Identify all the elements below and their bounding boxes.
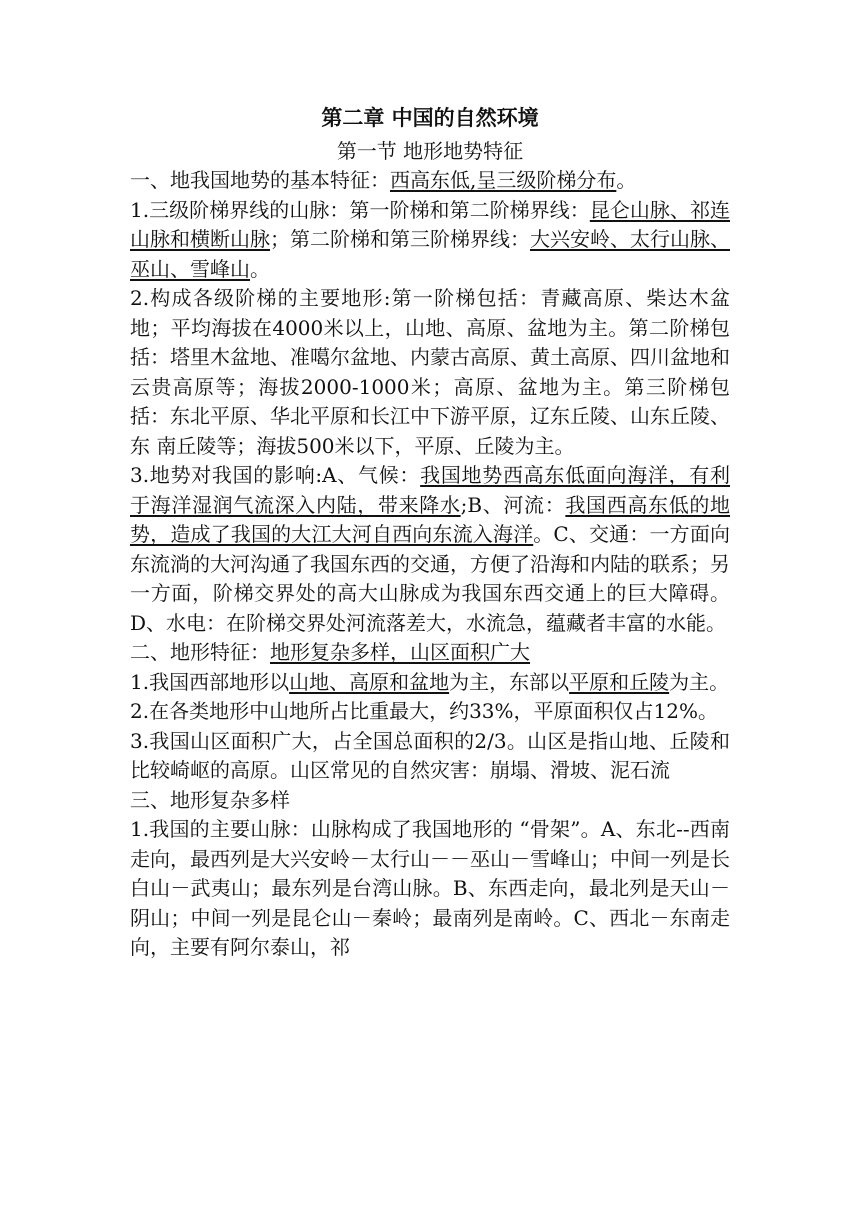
- document-body: [130, 166, 730, 963]
- text-run: 为主。: [669, 669, 730, 694]
- paragraph: [130, 638, 730, 668]
- text-run: 。: [616, 168, 637, 192]
- paragraph: [130, 786, 730, 816]
- underlined-text: 我国西高东低的地势，造成了我国的大江大河自西向东流入海洋: [130, 492, 731, 546]
- underlined-text: 山地、高原和盆地: [289, 669, 450, 694]
- text-run: 三、地形复杂多样: [130, 787, 290, 812]
- paragraph: [130, 668, 730, 698]
- section-title: 第一节 地形地势特征: [336, 139, 524, 163]
- text-run: 3.我国山区面积广大，占全国总面积的2/3。山区是指山地、丘陵和比较崎岖的高原。山区常见的自然灾害：崩塌、滑坡、泥石流: [130, 728, 730, 782]
- chapter-title: 第二章 中国的自然环境: [321, 105, 539, 130]
- paragraph: [130, 196, 730, 285]
- text-run: ；第二阶梯和第三阶梯界线：: [270, 227, 530, 251]
- underlined-text: 大兴安岭、太行山脉、巫山、雪峰山: [130, 227, 730, 281]
- underlined-text: 地形复杂多样，山区面积广大: [270, 640, 530, 664]
- paragraph: [130, 166, 730, 196]
- underlined-text: 平原和丘陵: [569, 669, 670, 694]
- text-run: 1.三级阶梯界线的山脉：第一阶梯和第二阶梯界线：: [130, 197, 590, 222]
- underlined-text: 我国地势西高东低面向海洋，有利于海洋湿润气流深入内陆，带来降水: [130, 463, 731, 517]
- paragraph: [130, 727, 730, 786]
- text-run: 2.构成各级阶梯的主要地形:第一阶梯包括：青藏高原、柴达木盆地；平均海拔在4000米以上，山地、高原、盆地为主。第二阶梯包括：塔里木盆地、准噶尔盆地、内蒙古高原、黄土高原、四川盆地和云贵高原等；海拔2000-1000米；高原、盆地为主。第三阶梯包括：东北平原、华北平原和长江中下游平原，辽东丘陵、山东丘陵、东 南丘陵等；海拔500米以下，平原、丘陵为主。: [130, 286, 730, 458]
- text-run: 。: [250, 256, 270, 281]
- paragraph: [130, 815, 730, 963]
- text-run: 1.我国的主要山脉：山脉构成了我国地形的 “骨架”。A、东北--西南走向，最西列是大兴安岭－太行山－－巫山－雪峰山；中间一列是长白山－武夷山；最东列是台湾山脉。B、东西走向，最北列是天山－阴山；中间一列是昆仑山－秦岭；最南列是南岭。C、西北－东南走向，主要有阿尔泰山，祁: [130, 817, 730, 959]
- text-run: 一、地我国地势的基本特征：: [130, 168, 390, 192]
- text-run: 为主，东部以: [449, 669, 570, 694]
- text-run: 二、地形特征：: [130, 640, 270, 664]
- paragraph: [130, 461, 730, 638]
- text-run: 2.在各类地形中山地所占比重最大，约33%，平原面积仅占12%。: [130, 699, 718, 723]
- text-run: ;B、河流：: [460, 492, 566, 517]
- underlined-text: 昆仑山脉、祁连山脉和横断山脉: [130, 197, 730, 251]
- text-run: 。C、交通：一方面向东流淌的大河沟通了我国东西的交通，方便了沿海和内陆的联系；另一方面，阶梯交界处的高大山脉成为我国东西交通上的巨大障碍。D、水电：在阶梯交界处河流落差大，水流急，蕴藏者丰富的水能。: [130, 522, 730, 635]
- text-run: 1.我国西部地形以: [130, 669, 290, 694]
- text-run: 3.地势对我国的影响:A、气候：: [130, 463, 421, 487]
- paragraph: [130, 697, 730, 727]
- paragraph: [130, 284, 730, 461]
- underlined-text: 西高东低,呈三级阶梯分布: [390, 168, 617, 192]
- document-page: [130, 102, 730, 963]
